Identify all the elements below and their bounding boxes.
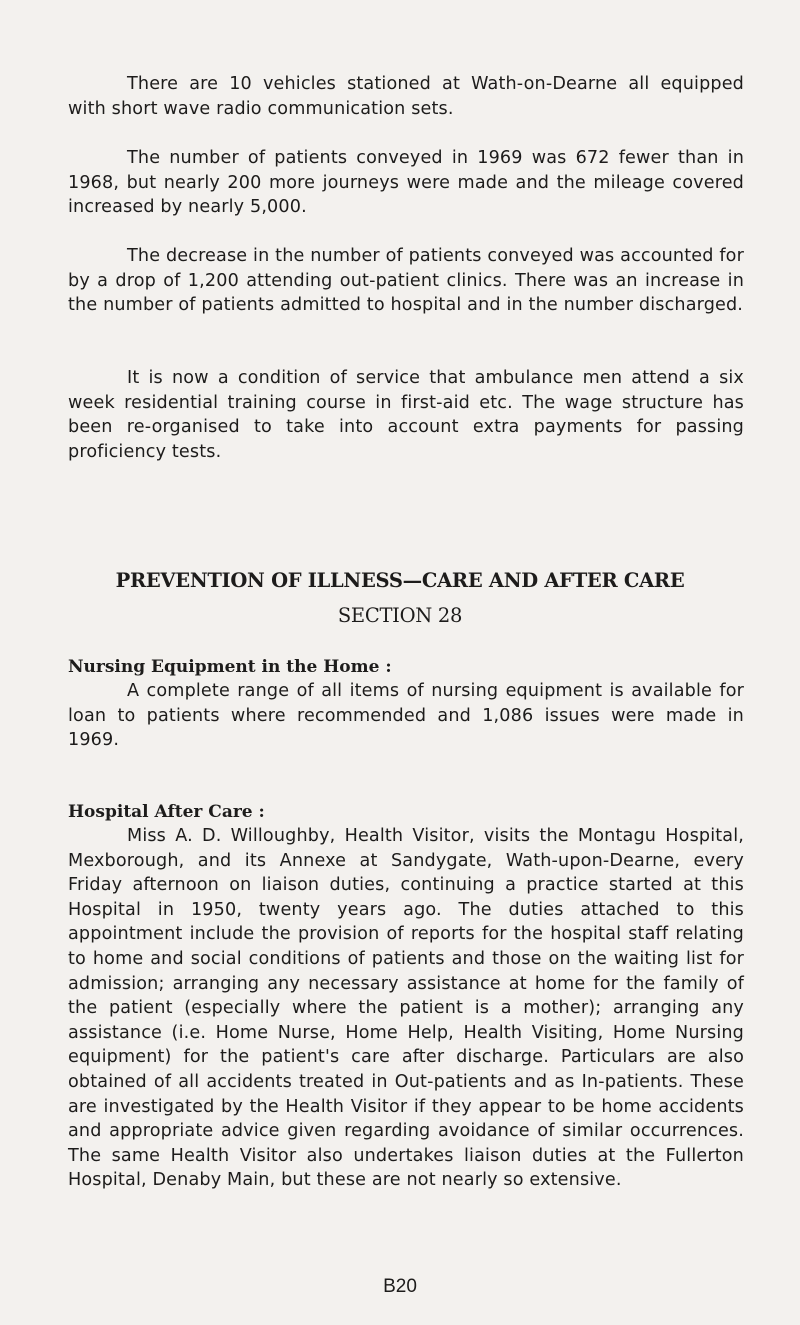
nursing-equipment-section [68, 655, 744, 753]
ambulance-section [68, 72, 744, 121]
paragraph-patients-conveyed: The number of patients conveyed in 1969 was 672 fewer than in 1968, but nearly 200 more journeys were made and the mileage covered increased by nearly 5,000. [68, 148, 744, 218]
ambulance-section-3 [68, 244, 744, 318]
ambulance-section-2 [68, 146, 744, 220]
nursing-equipment-body: A complete range of all items of nursing equipment is available for loan to patients where recommended and 1,086 issues were made in 1969. [68, 681, 744, 751]
section-number: SECTION 28 [337, 604, 463, 627]
paragraph-training: It is now a condition of service that ambulance men attend a six week residential training course in first-aid etc. The wage structure has been re-organised to take into account extra payments for passing proficiency tests. [68, 368, 744, 462]
paragraph-decrease: The decrease in the number of patients conveyed was accounted for by a drop of 1,200 attending out-patient clinics. There was an increase in the number of patients admitted to hospital and in the number discharged. [68, 246, 744, 316]
hospital-after-care-section [68, 800, 744, 1193]
paragraph-vehicles: There are 10 vehicles stationed at Wath-on-Dearne all equipped with short wave radio communication sets. [68, 74, 744, 119]
hospital-after-care-title: Hospital After Care : [68, 802, 265, 822]
nursing-equipment-title: Nursing Equipment in the Home : [68, 657, 392, 677]
page-number: B20 [383, 1276, 417, 1297]
ambulance-section-4 [68, 366, 744, 464]
section-heading: PREVENTION OF ILLNESS—CARE AND AFTER CARE [115, 569, 685, 592]
hospital-after-care-body: Miss A. D. Willoughby, Health Visitor, visits the Montagu Hospital, Mexborough, and its Annexe at Sandygate, Wath-upon-Dearne, every Friday afternoon on liaison duties, continuing a practice started at this Hospital in 1950, twenty years ago. The duties attached to this appointment include the provision of reports for the hospital staff relating to home and social conditions of patients and those on the waiting list for admission; arranging any necessary assistance at home for the family of the patient (especially where the patient is a mother); arranging any assistance (i.e. Home Nurse, Home Help, Health Visiting, Home Nursing equipment) for the patient's care after discharge. Particulars are also obtained of all accidents treated in Out-patients and as In-patients. These are investigated by the Health Visitor if they appear to be home accidents and appropriate advice given regarding avoidance of similar occurrences. The same Health Visitor also undertakes liaison duties at the Fullerton Hospital, Denaby Main, but these are not nearly so extensive. [68, 826, 744, 1191]
